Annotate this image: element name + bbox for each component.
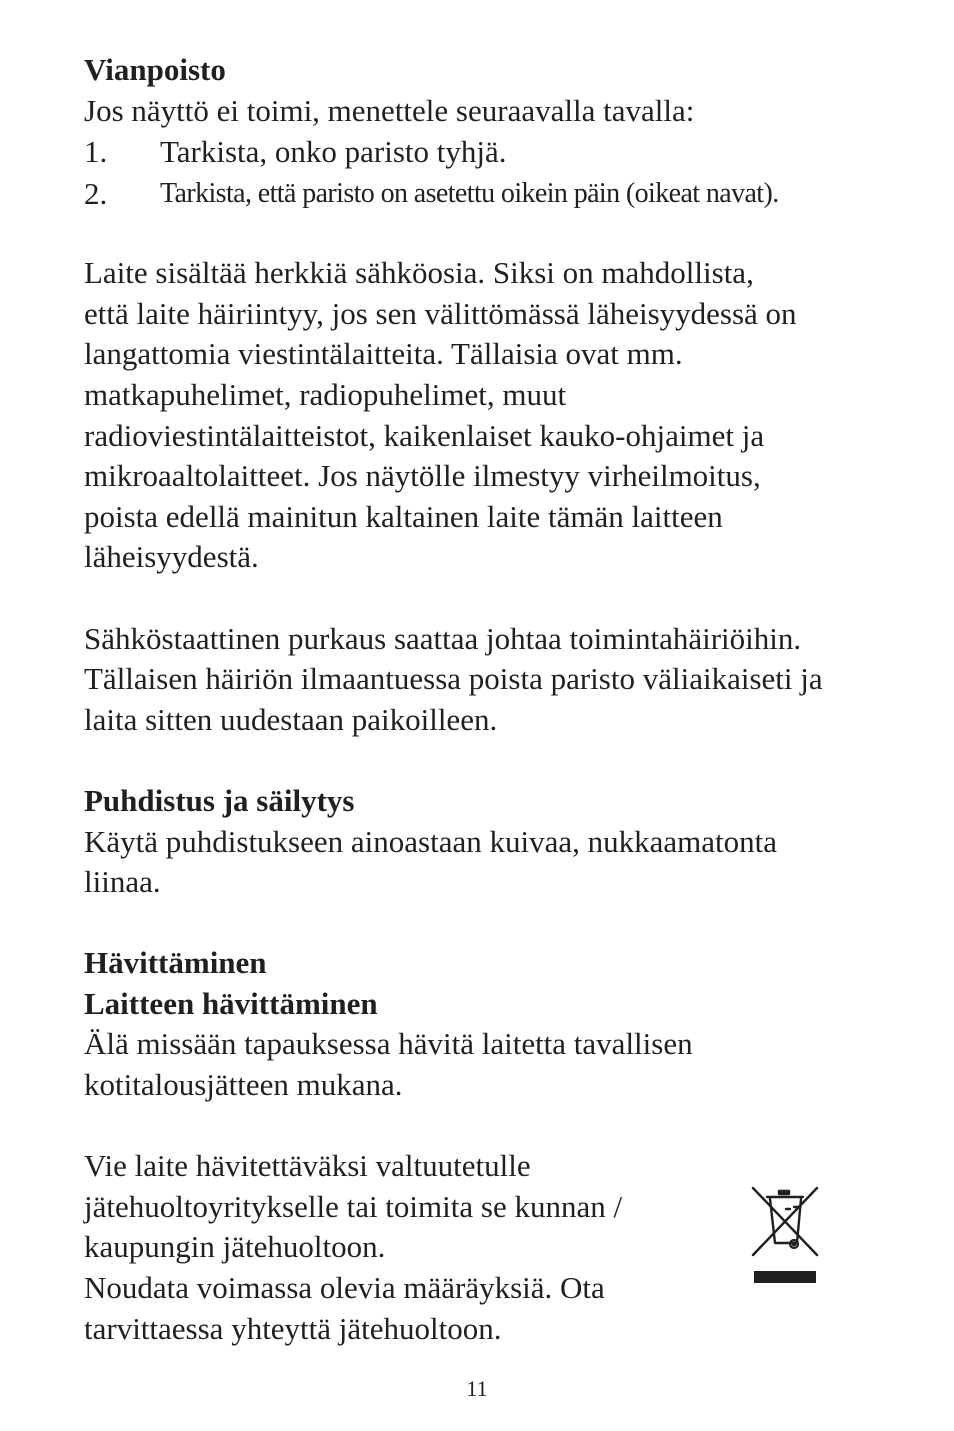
list-text: Tarkista, että paristo on asetettu oikein päin (oikeat navat).	[160, 178, 779, 210]
paragraph-line: langattomia viestintälaitteita. Tällaisia ovat mm.	[84, 336, 683, 372]
paragraph-line: että laite häiriintyy, jos sen välittömässä läheisyydessä on	[84, 295, 797, 331]
spacer	[84, 215, 904, 253]
paragraph-line: tarvittaessa yhteyttä jätehuoltoon.	[84, 1310, 502, 1346]
paragraph-line: Laite sisältää herkkiä sähköosia. Siksi on mahdollista,	[84, 255, 754, 291]
spacer	[84, 578, 904, 619]
paragraph-line: laita sitten uudestaan paikoilleen.	[84, 701, 498, 737]
crossed-out-wheelie-bin-icon	[750, 1185, 820, 1285]
paragraph-line: läheisyydestä.	[84, 539, 259, 575]
paragraph-line: Tällaisen häiriön ilmaantuessa poista paristo väliaikaiseti ja	[84, 661, 823, 697]
spacer	[84, 1106, 904, 1147]
paragraph-line: liinaa.	[84, 864, 161, 900]
paragraph-line: Vie laite hävitettäväksi valtuutetulle	[84, 1148, 531, 1184]
disposal-subheading: Laitteen hävittäminen	[84, 985, 378, 1021]
disposal-heading: Hävittäminen	[84, 945, 267, 981]
list-item	[84, 131, 904, 173]
spacer	[84, 903, 904, 944]
paragraph-line: jätehuoltoyritykselle tai toimita se kunnan /	[84, 1188, 623, 1224]
paragraph-line: poista edellä mainitun kaltainen laite tämän laitteen	[84, 498, 723, 534]
manual-page	[84, 50, 904, 1349]
paragraph-line: radioviestintälaitteistot, kaikenlaiset kauko-ohjaimet ja	[84, 417, 765, 453]
paragraph-line: kaupungin jätehuoltoon.	[84, 1229, 386, 1265]
page-number: 11	[466, 1376, 488, 1401]
paragraph-line: Noudata voimassa olevia määräyksiä. Ota	[84, 1270, 605, 1306]
list-text: Tarkista, onko paristo tyhjä.	[160, 134, 507, 170]
troubleshooting-heading: Vianpoisto	[84, 52, 226, 87]
paragraph-line: Käytä puhdistukseen ainoastaan kuivaa, nukkaamatonta	[84, 823, 777, 859]
list-number: 1.	[84, 134, 108, 170]
paragraph-line: Sähköstaattinen purkaus saattaa johtaa toimintahäiriöihin.	[84, 620, 802, 656]
spacer	[84, 740, 904, 781]
list-item	[84, 173, 904, 215]
cleaning-heading: Puhdistus ja säilytys	[84, 782, 355, 818]
paragraph-line: matkapuhelimet, radiopuhelimet, muut	[84, 376, 567, 412]
list-number: 2.	[84, 176, 108, 212]
troubleshooting-intro: Jos näyttö ei toimi, menettele seuraavalla tavalla:	[84, 92, 695, 128]
paragraph-line: mikroaaltolaitteet. Jos näytölle ilmestyy virheilmoitus,	[84, 458, 761, 494]
paragraph-line: Älä missään tapauksessa hävitä laitetta tavallisen	[84, 1026, 693, 1062]
paragraph-line: kotitalousjätteen mukana.	[84, 1067, 403, 1103]
